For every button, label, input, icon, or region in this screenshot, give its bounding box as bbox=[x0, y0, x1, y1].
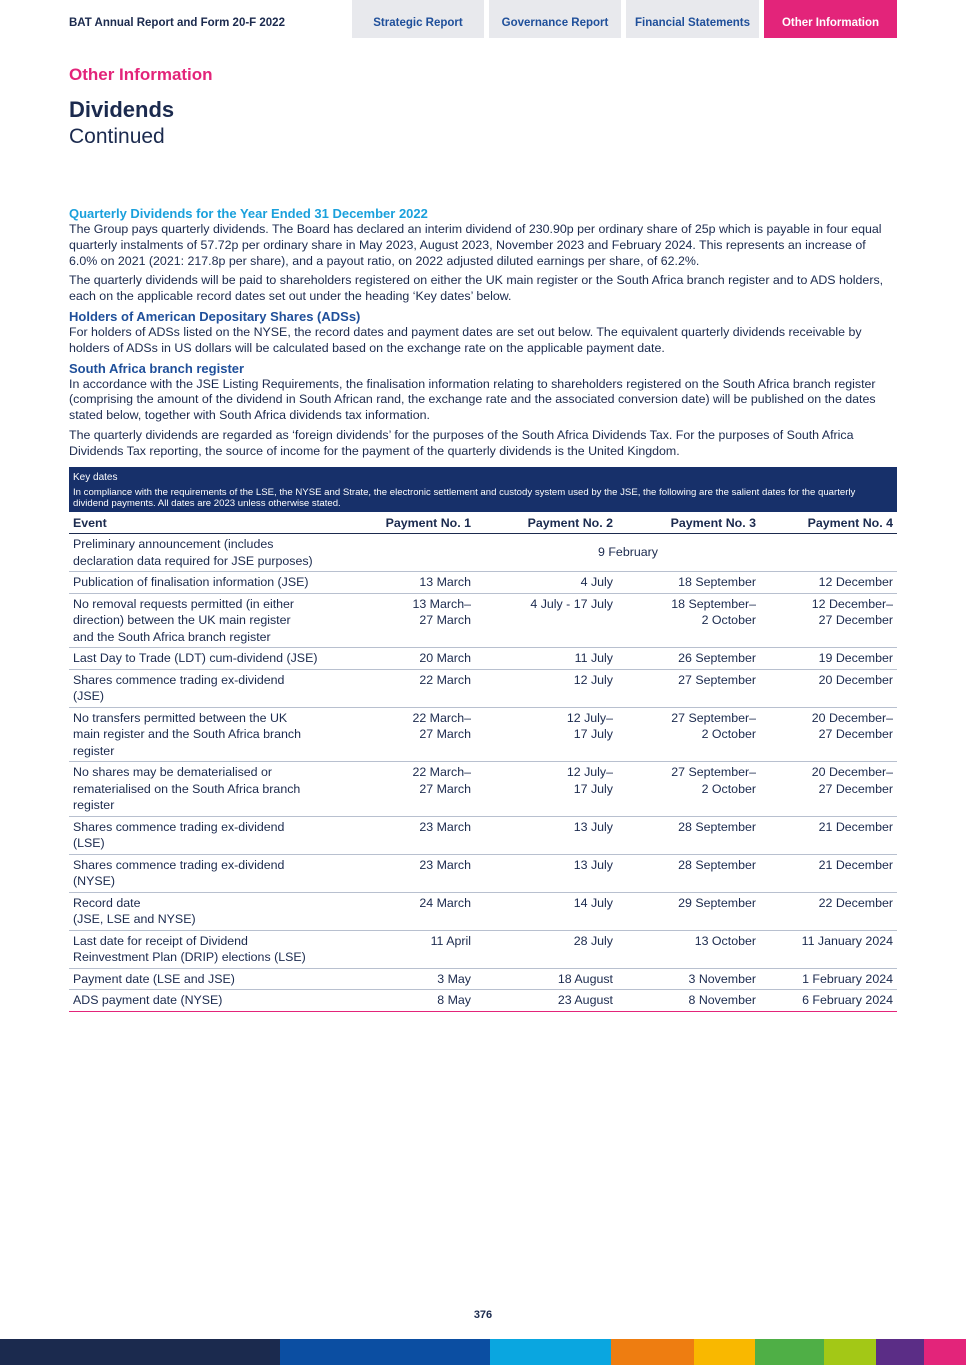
date-cell: 13 March– 27 March bbox=[359, 593, 475, 648]
color-segment bbox=[924, 1339, 966, 1365]
key-dates-header-box bbox=[69, 467, 897, 512]
south-africa-heading: South Africa branch register bbox=[69, 360, 245, 376]
date-cell: 23 August bbox=[475, 990, 617, 1012]
event-cell: No removal requests permitted (in either direction) between the UK main register and the South Africa branch register bbox=[69, 593, 359, 648]
tab-other-information[interactable]: Other Information bbox=[764, 0, 897, 38]
event-cell: Payment date (LSE and JSE) bbox=[69, 968, 359, 990]
table-row bbox=[69, 534, 897, 572]
event-cell: Last Day to Trade (LDT) cum-dividend (JSE) bbox=[69, 648, 359, 670]
paragraph: The quarterly dividends will be paid to shareholders registered on either the UK main register or the South Africa branch register and to ADS holders, each on the applicable record dates set out under the heading ‘Key dates’ below. bbox=[69, 273, 884, 304]
date-cell: 13 July bbox=[475, 816, 617, 854]
date-cell: 12 July– 17 July bbox=[475, 762, 617, 817]
date-cell: 20 December– 27 December bbox=[760, 762, 897, 817]
date-cell: 8 November bbox=[617, 990, 760, 1012]
color-segment bbox=[0, 1339, 280, 1365]
color-segment bbox=[824, 1339, 876, 1365]
color-segment bbox=[611, 1339, 694, 1365]
column-header: Payment No. 2 bbox=[475, 512, 617, 534]
date-cell: 6 February 2024 bbox=[760, 990, 897, 1012]
date-cell: 22 March– 27 March bbox=[359, 762, 475, 817]
date-cell: 23 March bbox=[359, 816, 475, 854]
date-cell: 28 September bbox=[617, 816, 760, 854]
date-cell: 18 September bbox=[617, 572, 760, 594]
body-text bbox=[69, 206, 897, 464]
table-row bbox=[69, 572, 897, 594]
table-row bbox=[69, 762, 897, 817]
date-cell: 29 September bbox=[617, 892, 760, 930]
table-row bbox=[69, 990, 897, 1012]
color-segment bbox=[490, 1339, 611, 1365]
section-label: Other Information bbox=[69, 65, 213, 84]
tab-strategic-report[interactable]: Strategic Report bbox=[352, 0, 484, 38]
date-cell: 13 October bbox=[617, 930, 760, 968]
paragraph: The quarterly dividends are regarded as ‘foreign dividends’ for the purposes of the South Africa Dividends Tax. For the purposes of South Africa Dividends Tax reporting, the source of income for the payment of the quarterly dividends is the United Kingdom. bbox=[69, 427, 854, 458]
date-cell: 12 December bbox=[760, 572, 897, 594]
date-cell: 18 August bbox=[475, 968, 617, 990]
date-cell: 11 January 2024 bbox=[760, 930, 897, 968]
date-cell: 20 December bbox=[760, 669, 897, 707]
date-cell: 19 December bbox=[760, 648, 897, 670]
date-cell: 13 March bbox=[359, 572, 475, 594]
paragraph: In accordance with the JSE Listing Requirements, the finalisation information relating to shareholders registered on the South Africa branch register (comprising the amount of the dividend in South African rand, the exchange rate and the associated conversion date) will be published on the dates stated below, together with South Africa dividends tax information. bbox=[69, 376, 876, 423]
date-cell: 21 December bbox=[760, 816, 897, 854]
color-segment bbox=[755, 1339, 824, 1365]
date-cell: 22 December bbox=[760, 892, 897, 930]
date-cell: 8 May bbox=[359, 990, 475, 1012]
date-cell: 20 March bbox=[359, 648, 475, 670]
event-cell: No shares may be dematerialised or rematerialised on the South Africa branch register bbox=[69, 762, 359, 817]
table-row bbox=[69, 816, 897, 854]
table-row bbox=[69, 930, 897, 968]
key-dates-title: Key dates bbox=[73, 472, 118, 483]
date-cell: 4 July bbox=[475, 572, 617, 594]
event-cell: No transfers permitted between the UK main register and the South Africa branch register bbox=[69, 707, 359, 762]
document-title: BAT Annual Report and Form 20-F 2022 bbox=[69, 17, 285, 29]
date-cell: 27 September– 2 October bbox=[617, 707, 760, 762]
top-navigation-bar bbox=[0, 0, 966, 38]
event-cell: Shares commence trading ex-dividend (LSE) bbox=[69, 816, 359, 854]
date-cell: 3 November bbox=[617, 968, 760, 990]
event-cell: Last date for receipt of Dividend Reinvestment Plan (DRIP) elections (LSE) bbox=[69, 930, 359, 968]
date-cell: 12 July– 17 July bbox=[475, 707, 617, 762]
date-cell: 12 December– 27 December bbox=[760, 593, 897, 648]
event-cell: Publication of finalisation information (JSE) bbox=[69, 572, 359, 594]
color-segment bbox=[280, 1339, 490, 1365]
date-cell: 22 March bbox=[359, 669, 475, 707]
tab-governance-report[interactable]: Governance Report bbox=[489, 0, 621, 38]
table-row bbox=[69, 707, 897, 762]
event-cell: Record date (JSE, LSE and NYSE) bbox=[69, 892, 359, 930]
date-cell: 27 September– 2 October bbox=[617, 762, 760, 817]
date-cell: 13 July bbox=[475, 854, 617, 892]
column-header: Payment No. 3 bbox=[617, 512, 760, 534]
date-cell: 26 September bbox=[617, 648, 760, 670]
event-cell: ADS payment date (NYSE) bbox=[69, 990, 359, 1012]
table-header-row bbox=[69, 512, 897, 534]
date-cell: 27 September bbox=[617, 669, 760, 707]
table-row bbox=[69, 892, 897, 930]
date-cell: 11 July bbox=[475, 648, 617, 670]
quarterly-dividends-heading: Quarterly Dividends for the Year Ended 31 December 2022 bbox=[69, 206, 428, 221]
date-cell: 20 December– 27 December bbox=[760, 707, 897, 762]
date-cell: 28 July bbox=[475, 930, 617, 968]
date-cell: 4 July - 17 July bbox=[475, 593, 617, 648]
table-row bbox=[69, 648, 897, 670]
column-header: Event bbox=[69, 512, 359, 534]
date-cell: 24 March bbox=[359, 892, 475, 930]
table-row bbox=[69, 854, 897, 892]
paragraph: For holders of ADSs listed on the NYSE, the record dates and payment dates are set out below. The equivalent quarterly dividends receivable by holders of ADSs in US dollars will be calculated based on the exchange rate on the applicable payment date. bbox=[69, 324, 862, 355]
date-cell: 11 April bbox=[359, 930, 475, 968]
table-row bbox=[69, 593, 897, 648]
column-header: Payment No. 1 bbox=[359, 512, 475, 534]
table-row bbox=[69, 669, 897, 707]
tab-financial-statements[interactable]: Financial Statements bbox=[626, 0, 759, 38]
event-cell: Shares commence trading ex-dividend (JSE) bbox=[69, 669, 359, 707]
key-dates-table bbox=[69, 467, 897, 1012]
date-cell: 23 March bbox=[359, 854, 475, 892]
date-cell: 22 March– 27 March bbox=[359, 707, 475, 762]
event-cell: Preliminary announcement (includes declaration data required for JSE purposes) bbox=[69, 534, 359, 572]
date-cell: 9 February bbox=[359, 534, 897, 572]
ads-heading: Holders of American Depositary Shares (ADSs) bbox=[69, 308, 361, 324]
color-segment bbox=[876, 1339, 924, 1365]
column-header: Payment No. 4 bbox=[760, 512, 897, 534]
date-cell: 14 July bbox=[475, 892, 617, 930]
table-row bbox=[69, 968, 897, 990]
date-cell: 18 September– 2 October bbox=[617, 593, 760, 648]
paragraph: The Group pays quarterly dividends. The Board has declared an interim dividend of 230.90p per ordinary share of 25p which is payable in four equal quarterly instalments of 57.72p per ordinary share in May 2023, August 2023, November 2023 and February 2024. This represents an increase of 6.0% on 2021 (2021: 217.8p per share), and a payout ratio, on 2022 adjusted diluted earnings per share, of 62.2%. bbox=[69, 222, 882, 268]
dates-table bbox=[69, 512, 897, 1012]
date-cell: 21 December bbox=[760, 854, 897, 892]
event-cell: Shares commence trading ex-dividend (NYSE) bbox=[69, 854, 359, 892]
date-cell: 12 July bbox=[475, 669, 617, 707]
footer-color-bar bbox=[0, 1339, 966, 1365]
date-cell: 3 May bbox=[359, 968, 475, 990]
page-subtitle: Continued bbox=[69, 125, 165, 148]
key-dates-description: In compliance with the requirements of the LSE, the NYSE and Strate, the electronic settlement and custody system used by the JSE, the following are the salient dates for the quarterly dividend payments. All dates are 2023 unless otherwise stated. bbox=[73, 487, 856, 509]
date-cell: 28 September bbox=[617, 854, 760, 892]
date-cell: 1 February 2024 bbox=[760, 968, 897, 990]
color-segment bbox=[694, 1339, 755, 1365]
page-number: 376 bbox=[473, 1309, 493, 1321]
page-title: Dividends bbox=[69, 97, 175, 122]
